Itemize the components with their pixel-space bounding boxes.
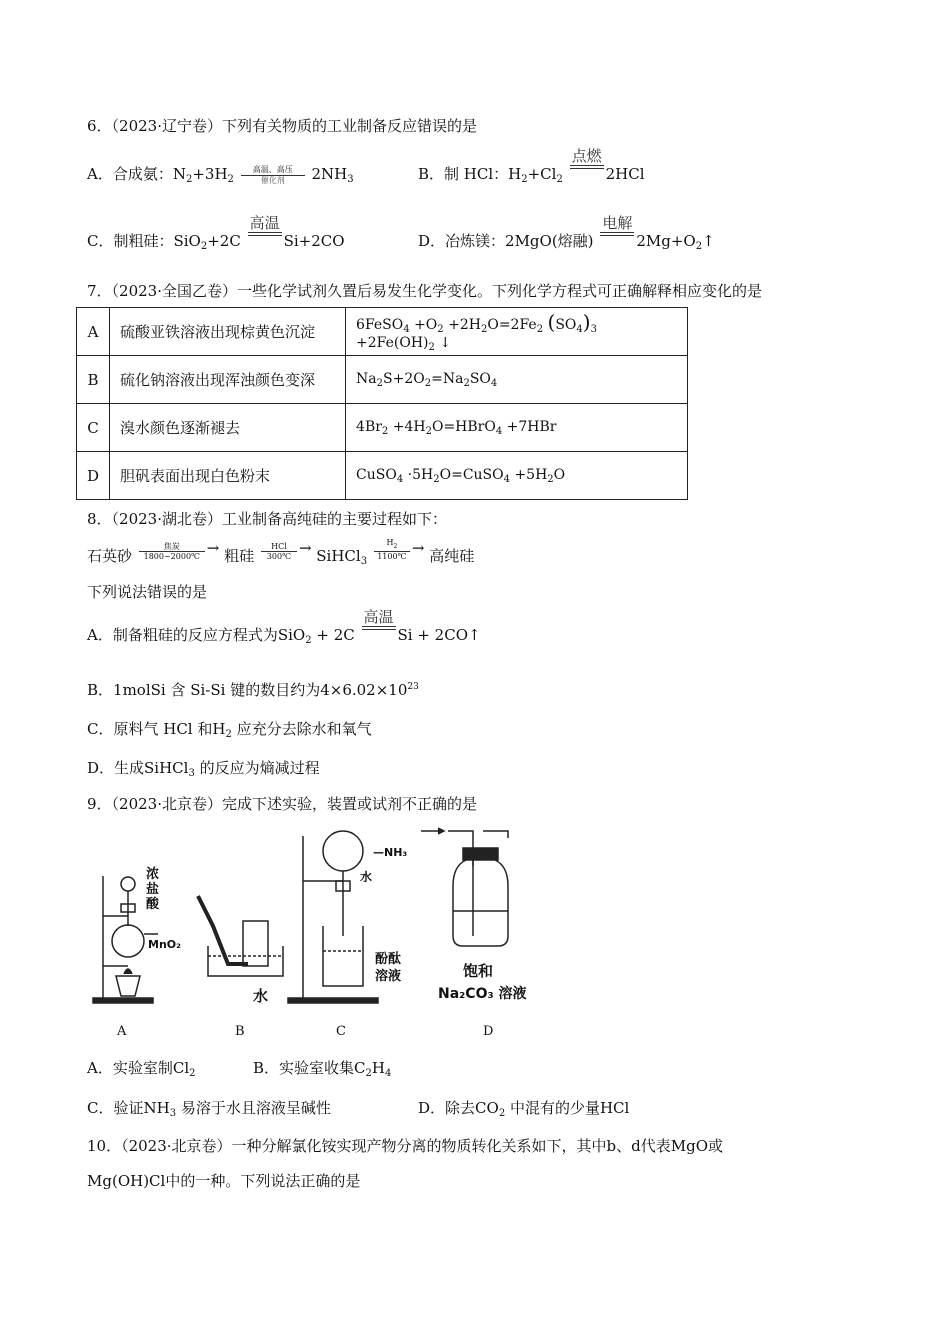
q6-option-a: A．合成氨：$N_2+3H_2$ 高温、高压 催化剂 $2NH_3$ [87, 165, 354, 185]
svg-text:—NH₃: —NH₃ [373, 846, 408, 859]
svg-text:水: 水 [253, 987, 269, 1005]
q9-option-c: C．验证$NH_3$ 易溶于水且溶液呈碱性 [87, 1099, 331, 1119]
q8-option-b: B．1molSi 含 Si-Si 键的数目约为$4\times 6.02\times 10^{23}$ [87, 681, 419, 699]
svg-text:水: 水 [360, 870, 373, 884]
row-label: A [77, 308, 110, 356]
row-equation: $4Br_2$ $+4H_2O=HBrO_4 +7HBr$ [346, 404, 688, 452]
svg-text:盐: 盐 [146, 882, 160, 897]
apparatus-a [93, 866, 181, 1003]
q9-option-b: B．实验室收集$C_2H_4$ [253, 1059, 392, 1079]
panel-label: B [235, 1024, 245, 1039]
row-label: B [77, 356, 110, 404]
q9-option-d: D．除去$CO_2$ 中混有的少量HCl [418, 1099, 630, 1119]
table-row [77, 308, 688, 356]
apparatus-c [288, 831, 407, 1003]
panel-label: D [483, 1024, 494, 1039]
row-label: D [77, 452, 110, 500]
row-equation: $Na_2S+2O_2=Na_2SO_4$ [346, 356, 688, 404]
q6-option-d: D．冶炼镁：2MgO(熔融) 电解 $2Mg+O_2↑$ [418, 214, 715, 252]
q10-stem-cont: Mg(OH)Cl中的一种。下列说法正确的是 [87, 1172, 361, 1190]
row-label: C [77, 404, 110, 452]
apparatus-d [421, 828, 526, 1002]
table-row [77, 452, 688, 500]
q6-stem: 6．（2023·辽宁卷）下列有关物质的工业制备反应错误的是 [87, 117, 477, 135]
svg-text:浓: 浓 [146, 867, 160, 882]
row-equation: CuSO$_4$ $\cdot 5H_2O=CuSO_4 +5H_2O$ [346, 452, 688, 500]
q9-apparatus-figure [88, 826, 558, 1026]
q9-stem: 9．（2023·北京卷）完成下述实验，装置或试剂不正确的是 [87, 795, 477, 813]
row-desc: 溴水颜色逐渐褪去 [110, 404, 346, 452]
q8-sub-stem: 下列说法错误的是 [87, 583, 208, 601]
q6-option-c: C．制粗硅：SiO$_2$+2C 高温 Si+2CO [87, 214, 345, 252]
table-row [77, 404, 688, 452]
row-desc: 硫酸亚铁溶液出现棕黄色沉淀 [110, 308, 346, 356]
q8-stem: 8．（2023·湖北卷）工业制备高纯硅的主要过程如下： [87, 510, 447, 528]
svg-text:Na₂CO₃ 溶液: Na₂CO₃ 溶液 [438, 986, 527, 1002]
q8-flow: 石英砂 焦炭 1800~2000℃ → 粗硅 HCl 300℃ → SiHCl$_3$ $\frac{H_2}{1100℃}$ → 高纯硅 [87, 538, 475, 567]
panel-label: A [117, 1024, 127, 1039]
row-desc: 硫化钠溶液出现浑浊颜色变深 [110, 356, 346, 404]
svg-text:MnO₂: MnO₂ [148, 938, 181, 951]
q7-stem: 7．（2023·全国乙卷）一些化学试剂久置后易发生化学变化。下列化学方程式可正确解释相应变化的是 [87, 282, 762, 300]
q7-table [76, 307, 688, 500]
svg-text:酸: 酸 [146, 897, 160, 912]
row-desc: 胆矾表面出现白色粉末 [110, 452, 346, 500]
svg-text:饱和: 饱和 [463, 962, 494, 980]
svg-text:溶液: 溶液 [375, 969, 402, 984]
apparatus-b [198, 896, 283, 1005]
q9-option-a: A．实验室制$Cl_2$ [87, 1059, 196, 1079]
table-row [77, 356, 688, 404]
q8-option-d: D．生成SiHCl$_3$ 的反应为熵减过程 [87, 759, 320, 779]
q6-option-b: B．制 HCl：$H_2+Cl_2$ 点燃 2HCl [418, 147, 645, 185]
row-equation: 6FeSO$_4$ $+O_2 +2H_2O=2Fe_2$ $(SO_4)_3 +2Fe(OH)_2$ ↓ [346, 308, 688, 356]
svg-text:酚酞: 酚酞 [375, 952, 402, 967]
panel-label: C [336, 1024, 346, 1039]
q8-option-a: A．制备粗硅的反应方程式为SiO$_2$ + 2C 高温 Si + 2CO↑ [87, 608, 481, 646]
q10-stem: 10．（2023·北京卷）一种分解氯化铵实现产物分离的物质转化关系如下，其中b、d代表MgO或 [87, 1137, 724, 1155]
q8-option-c: C．原料气 HCl 和$H_2$ 应充分去除水和氧气 [87, 720, 372, 740]
